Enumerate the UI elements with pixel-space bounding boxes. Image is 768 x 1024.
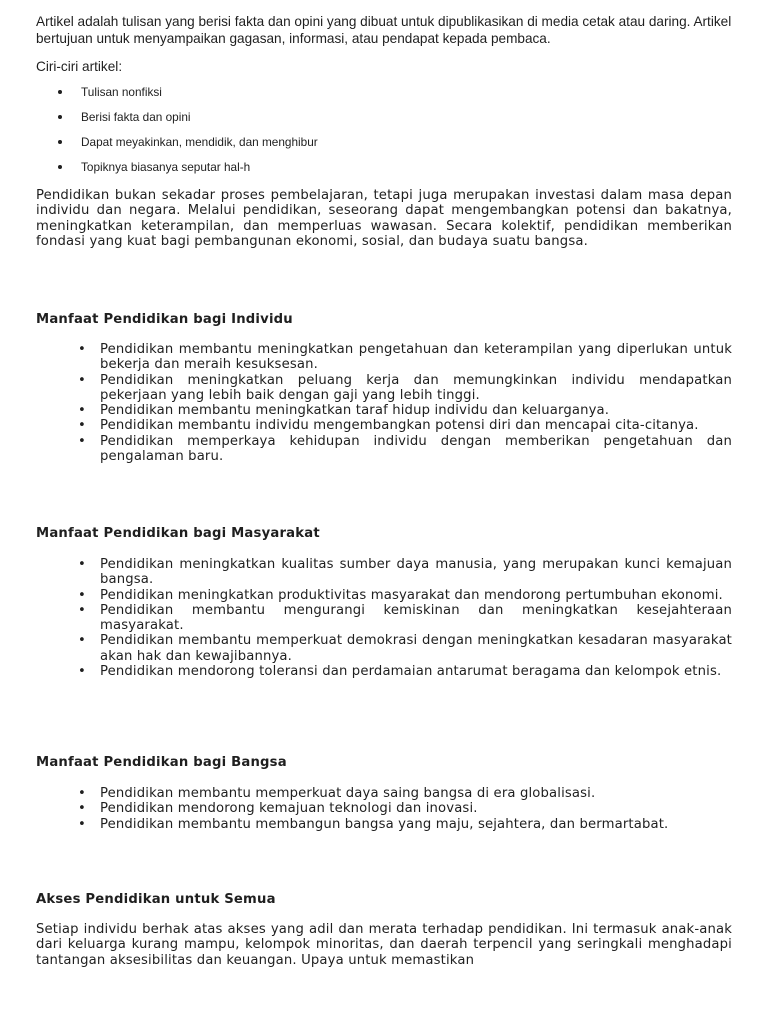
list-item: • Pendidikan memperkaya kehidupan individu dengan memberikan pengetahuan dan pengalaman baru. xyxy=(36,434,732,465)
list-item: • Pendidikan membantu meningkatkan taraf hidup individu dan keluarganya. xyxy=(36,403,732,418)
bullet-icon: • xyxy=(78,664,86,680)
bullet-icon: • xyxy=(78,372,86,388)
list-item: • Pendidikan mendorong kemajuan teknologi dan inovasi. xyxy=(36,801,732,816)
bullet-icon xyxy=(58,165,62,169)
list-item: • Pendidikan membantu memperkuat demokrasi dengan meningkatkan kesadaran masyarakat akan hak dan kewajibannya. xyxy=(36,633,732,664)
list-item: • Pendidikan membantu meningkatkan pengetahuan dan keterampilan yang diperlukan untuk bekerja dan meraih kesuksesan. xyxy=(36,342,732,373)
bullet-icon: • xyxy=(78,433,86,449)
ciri-list xyxy=(36,84,318,184)
ciri-item: Berisi fakta dan opini xyxy=(36,109,318,134)
list-item: • Pendidikan meningkatkan kualitas sumber daya manusia, yang merupakan kunci kemajuan bangsa. xyxy=(36,557,732,588)
bullet-icon: • xyxy=(78,633,86,649)
list-masyarakat xyxy=(36,557,732,679)
list-item: • Pendidikan membantu membangun bangsa yang maju, sejahtera, dan bermartabat. xyxy=(36,817,732,832)
bullet-icon xyxy=(58,90,62,94)
ciri-item: Topiknya biasanya seputar hal-h xyxy=(36,159,318,184)
bullet-icon: • xyxy=(78,801,86,817)
bullet-icon: • xyxy=(78,403,86,419)
list-item: • Pendidikan membantu memperkuat daya saing bangsa di era globalisasi. xyxy=(36,786,732,801)
list-item: • Pendidikan membantu individu mengembangkan potensi diri dan mencapai cita-citanya. xyxy=(36,418,732,433)
list-item: • Pendidikan meningkatkan produktivitas masyarakat dan mendorong pertumbuhan ekonomi. xyxy=(36,588,732,603)
list-item: • Pendidikan meningkatkan peluang kerja dan memungkinkan individu mendapatkan pekerjaan yang lebih baik dengan gaji yang lebih tinggi. xyxy=(36,373,732,404)
akses-paragraph: Setiap individu berhak atas akses yang adil dan merata terhadap pendidikan. Ini termasuk anak-anak dari keluarga kurang mampu, kelompok minoritas, dan daerah terpencil yang seringkali menghadapi tantangan aksesibilitas dan keuangan. Upaya untuk memastikan xyxy=(36,922,732,968)
bullet-icon: • xyxy=(78,786,86,801)
ciri-item: Tulisan nonfiksi xyxy=(36,84,318,109)
bullet-icon xyxy=(58,115,62,119)
list-bangsa xyxy=(36,786,732,832)
ciri-title: Ciri-ciri artikel: xyxy=(36,59,123,74)
bullet-icon: • xyxy=(78,602,86,618)
list-item: • Pendidikan mendorong toleransi dan perdamaian antarumat beragama dan kelompok etnis. xyxy=(36,664,732,679)
lead-paragraph: Pendidikan bukan sekadar proses pembelajaran, tetapi juga merupakan investasi dalam masa depan individu dan negara. Melalui pendidikan, seseorang dapat mengembangkan potensi dan bakatnya, meningkatkan keterampilan, dan memperluas wawasan. Secara kolektif, pendidikan memberikan fondasi yang kuat bagi pembangunan ekonomi, sosial, dan budaya suatu bangsa. xyxy=(36,188,732,249)
list-item: • Pendidikan membantu mengurangi kemiskinan dan meningkatkan kesejahteraan masyarakat. xyxy=(36,603,732,634)
section-heading-akses: Akses Pendidikan untuk Semua xyxy=(36,892,276,907)
section-heading-individu: Manfaat Pendidikan bagi Individu xyxy=(36,312,293,327)
bullet-icon: • xyxy=(78,587,86,603)
bullet-icon: • xyxy=(78,557,86,572)
bullet-icon: • xyxy=(78,342,86,357)
intro-paragraph: Artikel adalah tulisan yang berisi fakta dan opini yang dibuat untuk dipublikasikan di media cetak atau daring. Artikel bertujuan untuk menyampaikan gagasan, informasi, atau pendapat kepada pembaca. xyxy=(36,14,732,46)
bullet-icon: • xyxy=(78,816,86,832)
bullet-icon xyxy=(58,140,62,144)
bullet-icon: • xyxy=(78,418,86,434)
list-individu xyxy=(36,342,732,464)
ciri-item: Dapat meyakinkan, mendidik, dan menghibur xyxy=(36,134,318,159)
section-heading-masyarakat: Manfaat Pendidikan bagi Masyarakat xyxy=(36,526,320,541)
section-heading-bangsa: Manfaat Pendidikan bagi Bangsa xyxy=(36,755,287,770)
